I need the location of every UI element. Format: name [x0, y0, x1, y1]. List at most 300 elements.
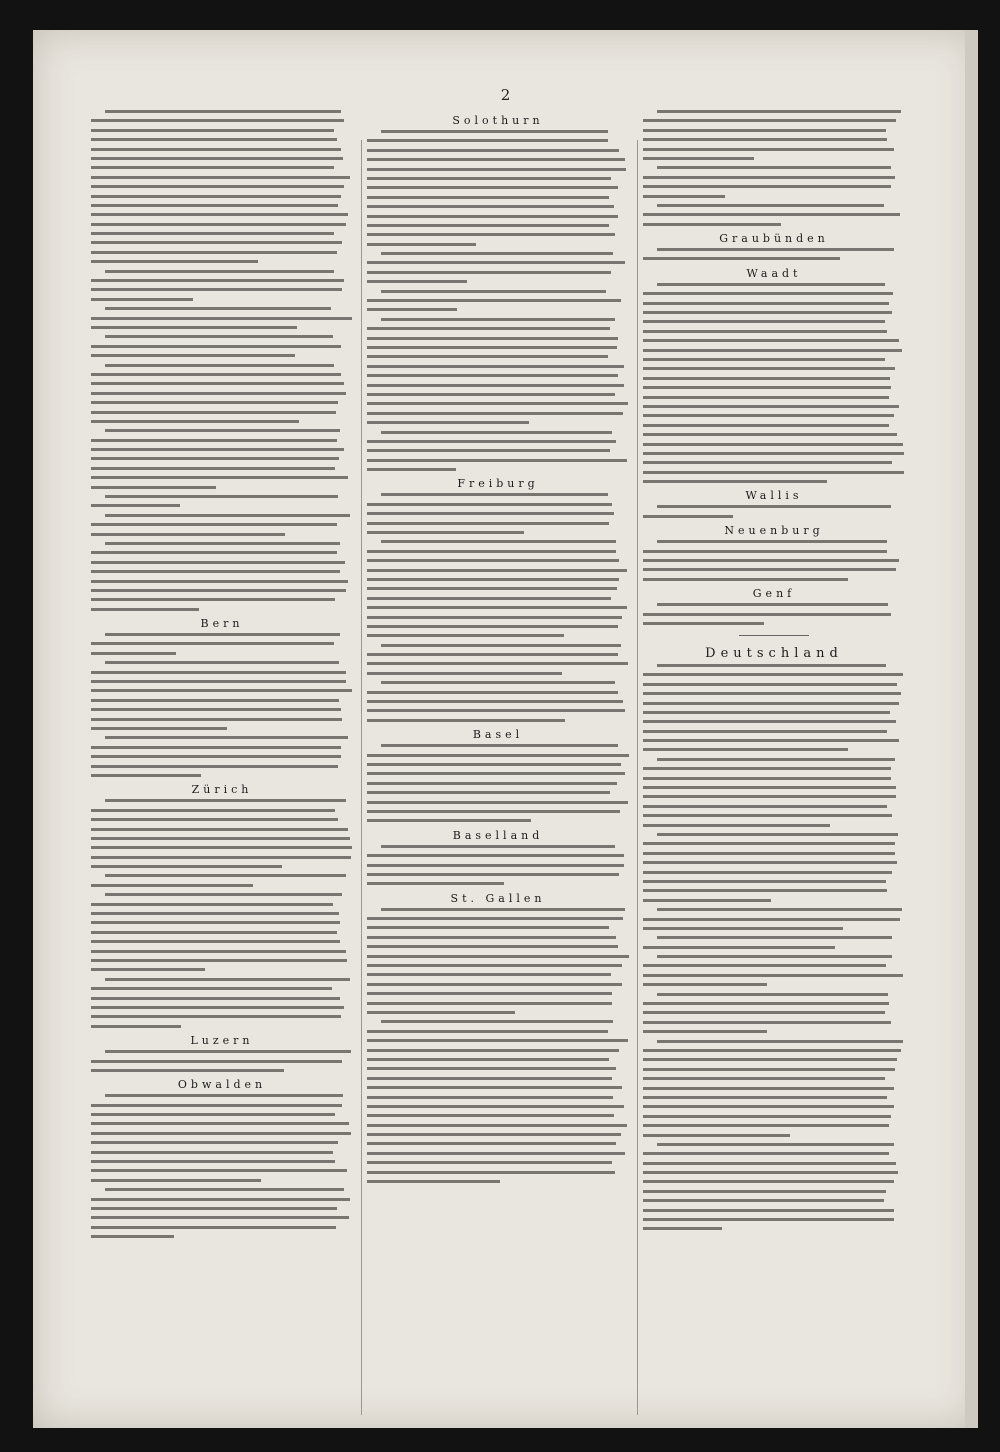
text-line	[367, 691, 618, 694]
text-line	[367, 634, 564, 637]
text-line	[657, 758, 895, 761]
text-line	[91, 968, 205, 971]
text-line	[91, 1122, 349, 1125]
text-line	[381, 290, 606, 293]
text-line	[91, 448, 344, 451]
text-line	[657, 603, 888, 606]
article-paragraph	[643, 664, 905, 752]
text-line	[643, 1162, 896, 1165]
text-line	[91, 1015, 341, 1018]
text-line	[381, 493, 608, 496]
text-line	[105, 270, 334, 273]
text-line	[91, 185, 344, 188]
text-line	[367, 421, 529, 424]
text-line	[367, 402, 628, 405]
text-line	[643, 1124, 889, 1127]
text-line	[643, 1068, 895, 1071]
text-line	[91, 166, 334, 169]
text-line	[91, 1113, 335, 1116]
text-line	[367, 1011, 515, 1014]
text-line	[367, 709, 625, 712]
text-line	[91, 138, 337, 141]
text-line	[643, 157, 754, 160]
text-line	[91, 765, 338, 768]
text-line	[367, 308, 457, 311]
text-line	[367, 384, 624, 387]
text-line	[367, 587, 617, 590]
text-line	[381, 1020, 613, 1023]
text-line	[367, 503, 612, 506]
text-line	[91, 392, 346, 395]
text-line	[367, 578, 619, 581]
text-line	[657, 283, 885, 286]
text-line	[381, 252, 613, 255]
text-line	[643, 673, 903, 676]
column-2	[367, 110, 629, 1410]
text-line	[91, 204, 338, 207]
text-line	[643, 861, 897, 864]
text-line	[643, 578, 848, 581]
text-line	[643, 983, 767, 986]
column-1	[91, 110, 353, 1410]
text-line	[91, 251, 337, 254]
text-line	[643, 889, 887, 892]
text-line	[367, 819, 531, 822]
text-line	[367, 719, 565, 722]
text-line	[643, 138, 887, 141]
text-line	[643, 339, 899, 342]
text-line	[91, 467, 335, 470]
article-paragraph	[91, 978, 353, 1028]
text-line	[367, 177, 611, 180]
text-line	[91, 837, 350, 840]
text-line	[91, 129, 334, 132]
text-line	[367, 1105, 624, 1108]
text-line	[643, 871, 892, 874]
article-paragraph	[367, 681, 629, 722]
text-line	[105, 307, 331, 310]
text-line	[91, 317, 352, 320]
text-line	[91, 1160, 335, 1163]
text-line	[91, 755, 341, 758]
text-line	[367, 955, 629, 958]
text-line	[643, 461, 892, 464]
section-heading: Neuenburg	[724, 524, 824, 538]
text-line	[105, 110, 341, 113]
article-paragraph	[643, 540, 905, 581]
text-line	[91, 987, 332, 990]
article-paragraph	[91, 874, 353, 886]
text-line	[367, 1114, 614, 1117]
article-paragraph	[367, 908, 629, 1014]
article-paragraph	[643, 603, 905, 625]
text-line	[381, 908, 625, 911]
text-line	[643, 1058, 897, 1061]
text-line	[643, 964, 886, 967]
text-line	[381, 540, 616, 543]
text-line	[91, 884, 253, 887]
text-line	[367, 964, 622, 967]
article-paragraph	[643, 110, 905, 160]
text-line	[105, 429, 340, 432]
text-line	[643, 683, 897, 686]
text-line	[105, 495, 338, 498]
text-line	[657, 1143, 894, 1146]
text-line	[367, 280, 467, 283]
article-paragraph	[91, 799, 353, 868]
article-paragraph	[91, 542, 353, 611]
article-paragraph	[91, 661, 353, 730]
text-line	[381, 431, 612, 434]
text-line	[91, 959, 347, 962]
text-line	[643, 349, 902, 352]
text-line	[91, 260, 258, 263]
text-line	[643, 213, 900, 216]
text-line	[381, 130, 608, 133]
text-line	[91, 931, 337, 934]
text-line	[643, 568, 896, 571]
text-line	[91, 856, 351, 859]
text-line	[643, 515, 733, 518]
text-line	[643, 424, 889, 427]
text-line	[105, 542, 340, 545]
text-line	[367, 926, 609, 929]
text-line	[91, 1025, 181, 1028]
text-line	[643, 1218, 894, 1221]
text-line	[91, 1235, 174, 1238]
text-line	[643, 711, 890, 714]
text-line	[643, 613, 891, 616]
text-line	[643, 814, 892, 817]
text-line	[643, 320, 885, 323]
text-line	[367, 299, 621, 302]
section-heading: Obwalden	[177, 1078, 267, 1092]
text-line	[105, 633, 340, 636]
column-rule	[637, 140, 638, 1415]
text-line	[367, 945, 618, 948]
text-line	[367, 550, 616, 553]
text-line	[91, 288, 342, 291]
article-paragraph	[91, 270, 353, 301]
text-line	[91, 940, 340, 943]
text-line	[91, 176, 350, 179]
text-line	[367, 1002, 612, 1005]
text-line	[367, 653, 618, 656]
text-line	[657, 248, 894, 251]
text-line	[91, 523, 337, 526]
text-line	[91, 279, 344, 282]
article-paragraph	[91, 495, 353, 507]
text-line	[367, 559, 619, 562]
text-line	[367, 393, 615, 396]
text-line	[367, 1030, 608, 1033]
text-line	[91, 912, 339, 915]
text-line	[367, 782, 617, 785]
text-line	[643, 1227, 722, 1230]
text-line	[643, 257, 840, 260]
text-line	[643, 1077, 885, 1080]
text-line	[91, 373, 341, 376]
text-line	[91, 1169, 347, 1172]
text-line	[657, 908, 902, 911]
text-line	[367, 149, 619, 152]
text-line	[643, 1171, 898, 1174]
text-line	[657, 540, 887, 543]
article-paragraph	[643, 166, 905, 197]
text-line	[367, 1058, 609, 1061]
text-line	[91, 671, 346, 674]
text-line	[643, 1134, 790, 1137]
article-paragraph	[367, 318, 629, 424]
text-line	[367, 864, 624, 867]
article-paragraph	[643, 248, 905, 260]
text-line	[643, 195, 725, 198]
text-line	[105, 799, 346, 802]
text-line	[643, 302, 889, 305]
text-line	[367, 139, 608, 142]
text-line	[367, 625, 618, 628]
text-line	[643, 702, 899, 705]
text-line	[105, 1188, 344, 1191]
text-line	[105, 874, 346, 877]
text-line	[657, 1040, 903, 1043]
text-line	[367, 1133, 621, 1136]
article-paragraph	[367, 130, 629, 246]
text-line	[91, 1151, 333, 1154]
text-line	[367, 1096, 613, 1099]
text-line	[91, 598, 335, 601]
text-line	[91, 411, 336, 414]
text-line	[91, 699, 339, 702]
text-line	[367, 365, 624, 368]
text-line	[367, 337, 618, 340]
text-line	[91, 950, 346, 953]
text-line	[91, 580, 348, 583]
text-line	[91, 689, 352, 692]
text-line	[643, 899, 771, 902]
section-heading: Genf	[752, 587, 796, 601]
text-line	[367, 616, 622, 619]
text-line	[367, 606, 627, 609]
text-line	[105, 978, 350, 981]
text-line	[367, 672, 562, 675]
text-line	[367, 412, 623, 415]
section-heading: Solothurn	[452, 114, 544, 127]
text-line	[643, 720, 896, 723]
text-line	[657, 110, 901, 113]
text-line	[643, 1180, 894, 1183]
text-line	[381, 681, 615, 684]
article-paragraph	[643, 993, 905, 1034]
article-paragraph	[367, 431, 629, 472]
article-paragraph	[91, 893, 353, 971]
text-line	[643, 1199, 884, 1202]
text-line	[643, 1096, 887, 1099]
text-line	[367, 522, 609, 525]
text-line	[91, 652, 176, 655]
text-line	[643, 1190, 886, 1193]
text-line	[367, 355, 608, 358]
text-line	[643, 946, 835, 949]
text-line	[643, 367, 895, 370]
text-line	[367, 449, 610, 452]
text-line	[643, 443, 903, 446]
text-line	[367, 374, 618, 377]
text-line	[643, 223, 781, 226]
text-line	[91, 420, 299, 423]
article-paragraph	[91, 1050, 353, 1072]
text-line	[367, 873, 619, 876]
text-line	[105, 1094, 343, 1097]
text-line	[643, 330, 887, 333]
text-line	[657, 955, 892, 958]
text-line	[643, 739, 899, 742]
text-line	[91, 589, 346, 592]
text-line	[657, 936, 892, 939]
section-heading: Freiburg	[457, 477, 539, 491]
text-line	[643, 730, 887, 733]
text-line	[367, 440, 616, 443]
article-paragraph	[91, 736, 353, 777]
text-line	[91, 382, 344, 385]
text-line	[367, 1049, 619, 1052]
article-paragraph	[643, 1143, 905, 1231]
text-line	[91, 241, 342, 244]
text-line	[91, 213, 348, 216]
text-line	[381, 644, 621, 647]
text-line	[91, 1006, 344, 1009]
article-paragraph	[91, 307, 353, 329]
section-separator	[739, 635, 809, 636]
section-heading: Baselland	[452, 828, 544, 842]
text-line	[105, 1050, 351, 1053]
text-line	[367, 459, 627, 462]
text-line	[381, 845, 615, 848]
text-line	[367, 224, 609, 227]
text-line	[91, 148, 341, 151]
article-paragraph	[367, 644, 629, 675]
text-line	[643, 927, 843, 930]
text-line	[643, 471, 904, 474]
text-line	[91, 997, 340, 1000]
article-paragraph	[367, 493, 629, 534]
text-line	[367, 917, 623, 920]
section-heading: Basel	[472, 728, 524, 742]
text-line	[367, 597, 611, 600]
text-line	[367, 662, 628, 665]
text-line	[367, 569, 627, 572]
text-line	[105, 661, 339, 664]
text-line	[643, 1002, 889, 1005]
text-line	[367, 801, 628, 804]
text-line	[367, 882, 504, 885]
article-paragraph	[367, 540, 629, 637]
text-line	[367, 512, 614, 515]
text-line	[91, 486, 216, 489]
text-line	[91, 533, 285, 536]
text-line	[91, 903, 333, 906]
text-line	[91, 718, 342, 721]
text-line	[367, 754, 629, 757]
article-paragraph	[91, 514, 353, 536]
text-line	[105, 893, 342, 896]
text-line	[91, 401, 338, 404]
text-line	[643, 777, 891, 780]
text-line	[367, 810, 620, 813]
text-line	[367, 772, 625, 775]
text-line	[643, 480, 827, 483]
text-line	[91, 551, 337, 554]
text-line	[643, 119, 896, 122]
article-paragraph	[643, 936, 905, 948]
text-line	[643, 550, 887, 553]
text-line	[367, 1124, 627, 1127]
text-line	[643, 880, 886, 883]
text-line	[91, 1132, 351, 1135]
text-line	[91, 608, 199, 611]
text-line	[91, 223, 346, 226]
article-paragraph	[91, 429, 353, 488]
article-paragraph	[643, 505, 905, 517]
text-line	[91, 439, 337, 442]
article-paragraph	[91, 633, 353, 655]
article-paragraph	[91, 335, 353, 357]
text-line	[91, 570, 340, 573]
text-line	[367, 468, 456, 471]
text-line	[367, 936, 616, 939]
text-line	[367, 327, 610, 330]
text-line	[91, 642, 334, 645]
text-line	[367, 1142, 616, 1145]
text-line	[643, 1021, 891, 1024]
text-line	[91, 774, 201, 777]
text-line	[643, 414, 894, 417]
text-line	[367, 854, 624, 857]
text-line	[657, 505, 891, 508]
text-line	[105, 736, 348, 739]
text-line	[91, 708, 341, 711]
text-line	[367, 233, 615, 236]
article-paragraph	[367, 252, 629, 283]
text-line	[91, 1216, 349, 1219]
text-line	[367, 983, 622, 986]
text-line	[643, 786, 896, 789]
text-line	[643, 148, 894, 151]
column-3	[643, 110, 905, 1410]
text-line	[91, 232, 334, 235]
text-line	[657, 204, 884, 207]
text-line	[91, 157, 343, 160]
text-line	[643, 396, 889, 399]
text-line	[91, 326, 297, 329]
text-line	[367, 973, 611, 976]
text-line	[643, 405, 899, 408]
text-line	[643, 176, 895, 179]
text-line	[367, 1067, 616, 1070]
text-line	[381, 318, 615, 321]
text-line	[643, 622, 764, 625]
text-line	[381, 744, 618, 747]
text-line	[643, 1115, 891, 1118]
text-line	[367, 196, 609, 199]
article-paragraph	[643, 1040, 905, 1137]
text-line	[367, 271, 611, 274]
text-line	[643, 795, 896, 798]
text-line	[91, 921, 340, 924]
section-heading: Waadt	[746, 266, 802, 280]
text-line	[657, 166, 891, 169]
text-line	[91, 354, 295, 357]
